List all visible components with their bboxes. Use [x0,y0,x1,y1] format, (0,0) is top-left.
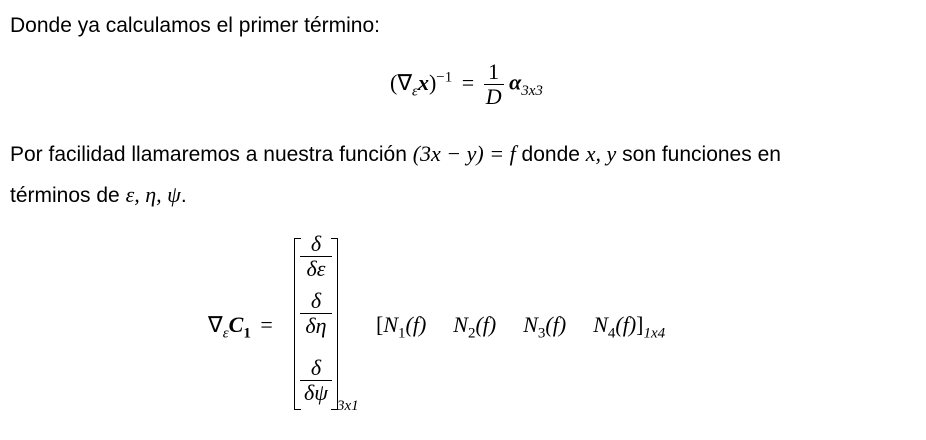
matrix-entry-2: $\frac{\delta}{\delta\eta}$ [300,289,332,338]
eq1-fraction: $\frac{1}{D}$ [485,59,502,109]
row-item-1: N [383,312,399,337]
matrix-subscript: 3x1 [337,398,359,414]
inline-expr-f: (3x − y) = f [412,141,516,166]
inline-vars-xy: x, y [585,141,617,166]
eq1-alpha-sub: 3x3 [521,82,543,99]
row-item-2: N [453,312,468,337]
equation-2-lhs: $\nabla_\varepsilon C_1$ = [208,312,273,342]
eq1-lhs: $(\nabla_\varepsilon x)^{-1}$ [390,69,453,99]
paragraph-functions: Por facilidad llamaremos a nuestra función (3x − y) = f donde x, y son funciones en [10,141,781,166]
row-subscript: 1x4 [643,325,666,342]
eq1-equals: = [461,69,475,95]
inline-vars-greek: ε, η, ψ [125,182,181,207]
paragraph-terms: términos de ε, η, ψ. [10,182,187,207]
row-item-4: N [593,312,608,337]
matrix-entry-1: $\frac{\delta}{\delta\varepsilon}$ [300,232,332,281]
row-vector: [$N_1(f)$ $N_2(f)$ $N_3(f)$ $N_4(f)]_{1x4}$ [376,312,666,342]
matrix-right-bracket [331,238,338,410]
matrix-entry-3: $\frac{\delta}{\delta\psi}$ [300,356,332,405]
row-item-3: N [523,312,538,337]
eq1-alpha: α [509,69,522,95]
intro-text: Donde ya calculamos el primer término: [10,14,380,37]
equation-1 [390,60,543,109]
